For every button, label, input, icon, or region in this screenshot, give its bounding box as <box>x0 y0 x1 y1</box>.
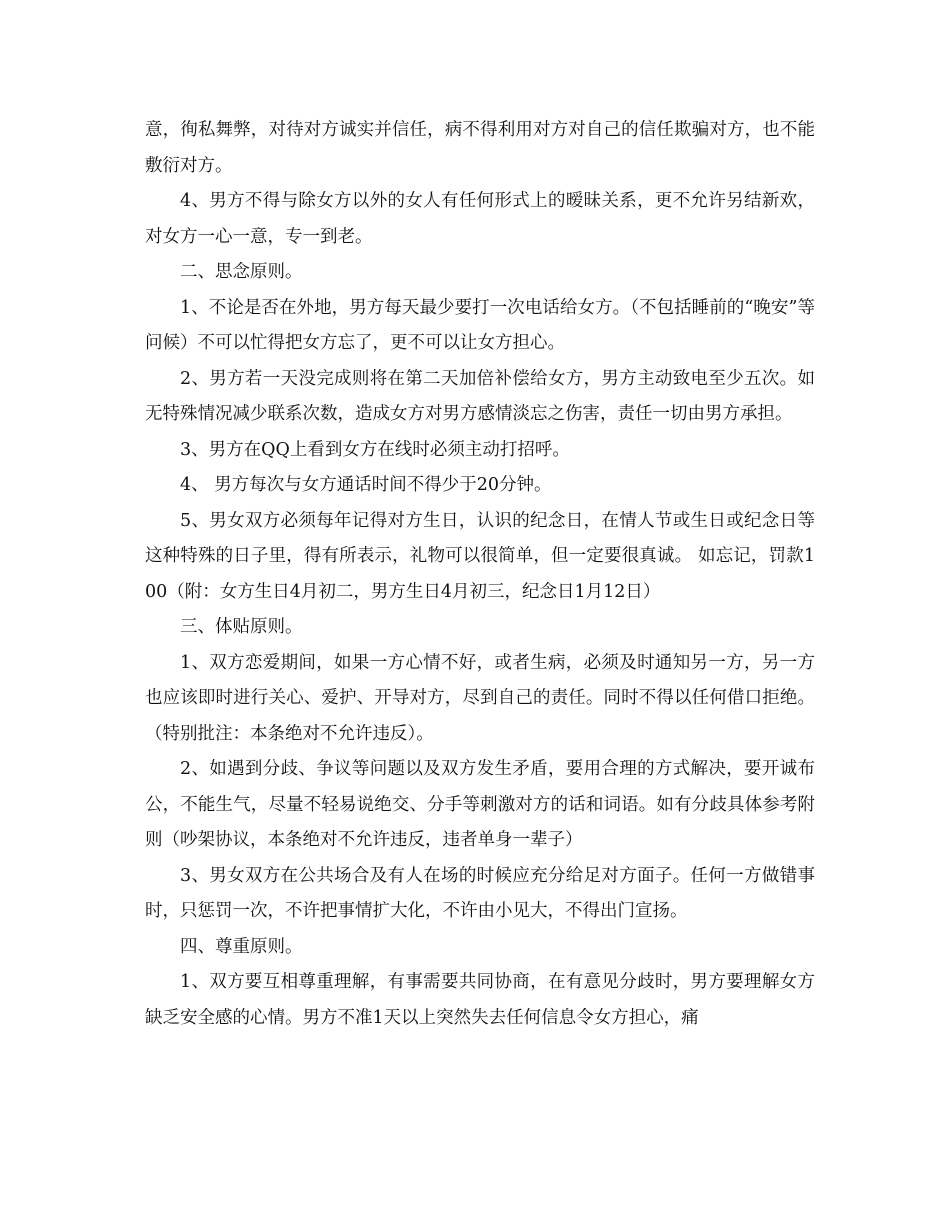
paragraph-clause-4b: 4、 男方每次与女方通话时间不得少于20分钟。 <box>180 475 552 495</box>
paragraph-clause-1d: 1、双方要互相尊重理解，有事需要共同协商，在有意见分歧时，男方要理解女方缺乏安全感的心情。男方不准1天以上突然失去任何信息令女方担心，痛 <box>145 972 815 1028</box>
paragraph-clause-2c: 2、如遇到分歧、争议等问题以及双方发生矛盾，要用合理的方式解决，要开诚布公，不能生气，尽量不轻易说绝交、分手等刺激对方的话和词语。如有分歧具体参考附则（吵架协议，本条绝对不允许违反，违者单身一辈子） <box>145 759 815 850</box>
paragraph-clause-3: 3、男方在QQ上看到女方在线时必须主动打招呼。 <box>180 439 570 460</box>
paragraph-clause-3c: 3、男女双方在公共场合及有人在场的时候应充分给足对方面子。任何一方做错事时，只惩罚一次，不许把事情扩大化，不许由小见大，不得出门宣扬。 <box>145 865 815 921</box>
section-heading-2: 二、思念原则。 <box>180 262 303 282</box>
paragraph-clause-2: 2、男方若一天没完成则将在第二天加倍补偿给女方，男方主动致电至少五次。如无特殊情况减少联系次数，造成女方对男方感情淡忘之伤害，责任一切由男方承担。 <box>145 368 815 424</box>
paragraph-clause-1: 1、不论是否在外地，男方每天最少要打一次电话给女方。（不包括睡前的“晚安”等问候）不可以忙得把女方忘了，更不可以让女方担心。 <box>145 297 815 353</box>
paragraph-clause-4: 4、男方不得与除女方以外的女人有任何形式上的暧昧关系，更不允许另结新欢，对女方一心一意，专一到老。 <box>145 191 815 247</box>
paragraph-clause-5: 5、男女双方必须每年记得对方生日，认识的纪念日，在情人节或生日或纪念日等这种特殊的日子里，得有所表示，礼物可以很简单，但一定要很真诚。 如忘记，罚款100（附：女方生日4月初二，男方生日4月初三，纪念日1月12日） <box>145 510 815 602</box>
section-heading-4: 四、尊重原则。 <box>180 936 303 957</box>
paragraph-clause-1c: 1、双方恋爱期间，如果一方心情不好，或者生病，必须及时通知另一方，另一方也应该即时进行关心、爱护、开导对方，尽到自己的责任。同时不得以任何借口拒绝。（特别批注：本条绝对不允许违反）。 <box>145 652 815 744</box>
document-body <box>145 113 815 1036</box>
paragraph-continuation: 意，徇私舞弊，对待对方诚实并信任，病不得利用对方对自己的信任欺骗对方，也不能敷衍对方。 <box>145 120 815 176</box>
section-heading-3: 三、体贴原则。 <box>180 617 303 637</box>
